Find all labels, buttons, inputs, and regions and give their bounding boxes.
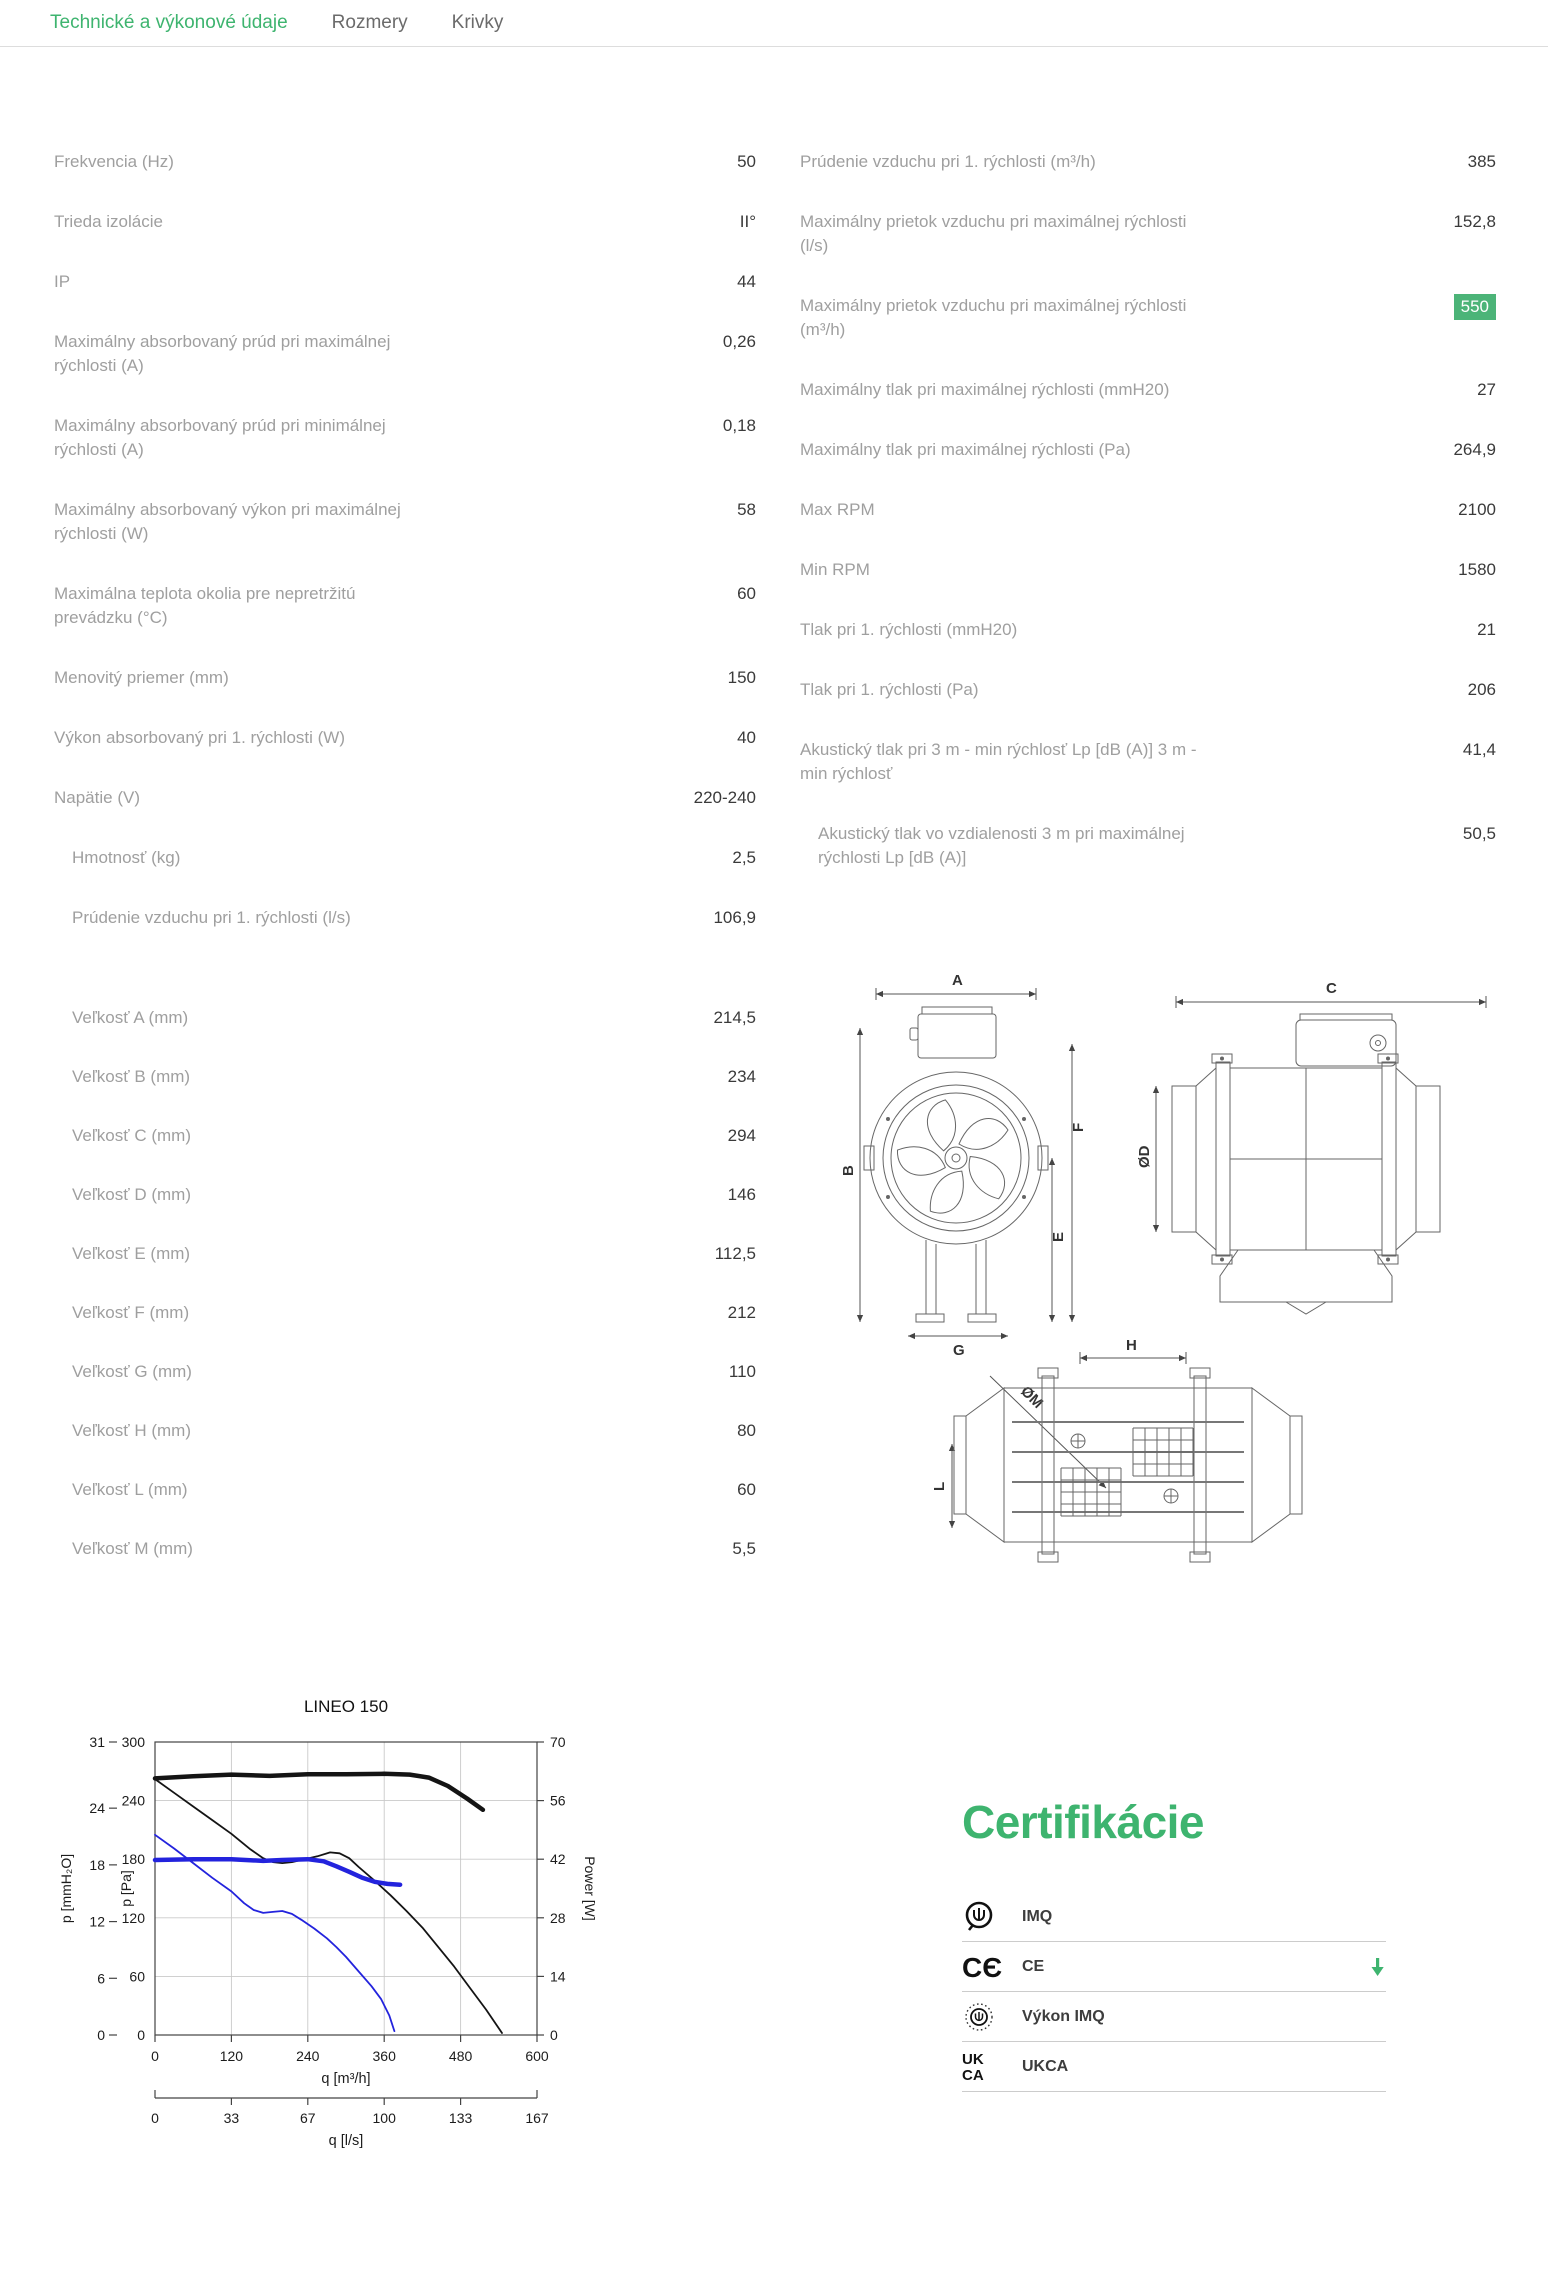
spec-row — [800, 558, 1496, 582]
spec-label: Frekvencia (Hz) — [54, 152, 174, 171]
certifications-title: Certifikácie — [962, 1796, 1205, 1848]
x2-axis-label: q [l/s] — [328, 2133, 364, 2149]
imq-logo-icon — [962, 1900, 1022, 1934]
imq-performance-icon — [962, 2000, 996, 2034]
spec-label: Max RPM — [800, 500, 875, 519]
y-axis-label-mmh2o: p [mmH₂O] — [58, 1853, 74, 1924]
dim-label-c: C — [1326, 980, 1337, 997]
spec-row — [800, 678, 1496, 702]
certifications-list — [962, 1892, 1386, 2092]
spec-value: 0,26 — [722, 332, 756, 351]
certification-row-imq[interactable] — [962, 1892, 1386, 1942]
spec-value: 60 — [737, 584, 756, 603]
spec-row — [54, 726, 756, 750]
spec-value: 60 — [737, 1480, 756, 1499]
dimension-row — [54, 1124, 756, 1148]
tab-technical-data[interactable]: Technické a výkonové údaje — [50, 12, 288, 33]
spec-label: Veľkosť L (mm) — [72, 1480, 188, 1499]
spec-label: Veľkosť C (mm) — [72, 1126, 192, 1145]
spec-value: 2,5 — [732, 848, 756, 867]
svg-text:167: 167 — [525, 2110, 549, 2126]
imq-performance-icon — [962, 2000, 1022, 2034]
spec-row — [54, 786, 756, 810]
dim-label-g: G — [953, 1342, 965, 1359]
tab-bar — [0, 0, 1548, 47]
spec-value: 44 — [737, 272, 756, 291]
svg-text:12: 12 — [89, 1913, 105, 1930]
series-pressure-max-speed — [155, 1779, 502, 2033]
dimension-row — [54, 1478, 756, 1502]
dim-label-d: ØD — [1136, 1145, 1153, 1168]
svg-text:600: 600 — [525, 2048, 549, 2064]
certifications-section — [962, 1796, 1386, 2092]
svg-text:0: 0 — [137, 2027, 145, 2043]
dimension-row — [54, 1065, 756, 1089]
certification-name: CE — [1022, 1957, 1045, 1975]
svg-text:6: 6 — [97, 1970, 105, 1987]
spec-row — [800, 210, 1496, 258]
svg-text:18: 18 — [89, 1856, 105, 1873]
y-axis-label-power: Power [W] — [582, 1856, 598, 1921]
technical-drawing-front-side — [838, 970, 1518, 1362]
fan-top-view — [931, 1337, 1302, 1562]
technical-drawing-top-view — [928, 1336, 1328, 1594]
spec-label: Prúdenie vzduchu pri 1. rýchlosti (m³/h) — [800, 152, 1096, 171]
dim-label-b: B — [840, 1165, 857, 1176]
highlighted-spec-value: 550 — [1454, 294, 1496, 320]
spec-value: 206 — [1467, 680, 1496, 699]
imq-logo-icon — [962, 1900, 996, 1934]
spec-label: Maximálna teplota okolia pre nepretržitú prevádzku (°C) — [54, 584, 356, 627]
spec-label: Tlak pri 1. rýchlosti (mmH20) — [800, 620, 1018, 639]
spec-value: 2100 — [1458, 500, 1496, 519]
spec-value: 234 — [727, 1067, 756, 1086]
spec-value: 294 — [727, 1126, 756, 1145]
tab-dimensions[interactable]: Rozmery — [331, 12, 408, 33]
certification-row-výkon-imq[interactable] — [962, 1992, 1386, 2042]
spec-row — [54, 270, 756, 294]
spec-row — [54, 210, 756, 234]
spec-row — [800, 438, 1496, 462]
dim-label-e: E — [1050, 1231, 1067, 1242]
svg-text:100: 100 — [372, 2110, 396, 2126]
dimension-row — [54, 1360, 756, 1384]
spec-value: 5,5 — [732, 1539, 756, 1558]
svg-text:67: 67 — [300, 2110, 316, 2126]
spec-row — [54, 150, 756, 174]
svg-text:120: 120 — [121, 1909, 145, 1926]
spec-label: Maximálny absorbovaný prúd pri maximálnej rýchlosti (A) — [54, 332, 391, 375]
spec-value: 21 — [1477, 620, 1496, 639]
spec-value: 264,9 — [1453, 440, 1496, 459]
spec-value: 50 — [737, 152, 756, 171]
certification-row-ukca[interactable] — [962, 2042, 1386, 2092]
spec-label: Menovitý priemer (mm) — [54, 668, 229, 687]
ukca-mark-icon — [962, 2051, 1022, 2083]
spec-value: 220-240 — [693, 788, 756, 807]
certification-row-ce[interactable] — [962, 1942, 1386, 1992]
spec-value: 146 — [727, 1185, 756, 1204]
dimension-list — [54, 1006, 756, 1596]
dimension-row — [54, 1006, 756, 1030]
spec-row — [800, 294, 1496, 342]
spec-value: 50,5 — [1462, 824, 1496, 843]
svg-text:0: 0 — [151, 2048, 159, 2064]
spec-label: Akustický tlak vo vzdialenosti 3 m pri maximálnej rýchlosti Lp [dB (A)] — [818, 824, 1185, 867]
spec-row — [800, 738, 1496, 786]
spec-label: Maximálny absorbovaný výkon pri maximálnej rýchlosti (W) — [54, 500, 401, 543]
svg-text:UK: UK — [962, 2050, 984, 2068]
spec-label: Min RPM — [800, 560, 870, 579]
spec-value: 41,4 — [1462, 740, 1496, 759]
vent-grid-lower — [1061, 1468, 1121, 1516]
spec-row — [800, 150, 1496, 174]
spec-label: Napätie (V) — [54, 788, 140, 807]
spec-label: Maximálny tlak pri maximálnej rýchlosti (mmH20) — [800, 380, 1170, 399]
tab-curves[interactable]: Krivky — [451, 12, 504, 33]
svg-text:480: 480 — [448, 2048, 473, 2064]
spec-label: IP — [54, 272, 71, 291]
svg-text:240: 240 — [296, 2048, 320, 2064]
spec-row — [800, 378, 1496, 402]
spec-label: Veľkosť G (mm) — [72, 1362, 192, 1381]
spec-value: 150 — [727, 668, 756, 687]
svg-text:133: 133 — [448, 2110, 473, 2126]
dimension-row — [54, 1183, 756, 1207]
dim-label-l: L — [931, 1481, 948, 1491]
vent-grid-upper — [1133, 1428, 1193, 1476]
svg-text:300: 300 — [121, 1734, 145, 1750]
spec-value: 385 — [1467, 152, 1496, 171]
spec-label: Veľkosť E (mm) — [72, 1244, 191, 1263]
ce-mark-icon — [962, 1952, 1008, 1982]
spec-label: Maximálny prietok vzduchu pri maximálnej rýchlosti (m³/h) — [800, 296, 1187, 339]
fan-front-view — [840, 972, 1087, 1359]
svg-text:0: 0 — [97, 2027, 105, 2043]
performance-curves-chart — [55, 1690, 785, 2160]
svg-text:42: 42 — [550, 1851, 566, 1868]
spec-row — [54, 666, 756, 690]
spec-column-right — [800, 150, 1496, 906]
spec-value: 110 — [728, 1362, 756, 1381]
spec-value: II° — [739, 212, 756, 231]
spec-column-left — [54, 150, 756, 966]
spec-row — [54, 330, 756, 378]
spec-row — [54, 846, 756, 870]
svg-text:60: 60 — [129, 1968, 145, 1985]
spec-label: Maximálny absorbovaný prúd pri minimálnej rýchlosti (A) — [54, 416, 386, 459]
chart-title: LINEO 150 — [303, 1697, 389, 1716]
spec-label: Trieda izolácie — [54, 212, 163, 231]
svg-text:CA: CA — [962, 2066, 984, 2083]
svg-text:CЄ: CЄ — [962, 1951, 1003, 1982]
dimension-row — [54, 1419, 756, 1443]
spec-row — [800, 498, 1496, 522]
certification-name: Výkon IMQ — [1022, 2007, 1105, 2025]
dimension-row — [54, 1301, 756, 1325]
spec-value: 58 — [737, 500, 756, 519]
spec-label: Veľkosť A (mm) — [72, 1008, 189, 1027]
series-pressure-1st-speed — [155, 1835, 394, 2031]
spec-label: Veľkosť H (mm) — [72, 1421, 192, 1440]
y-axis-label-pa: p [Pa] — [118, 1870, 134, 1907]
fan-side-view — [1136, 980, 1486, 1314]
dimension-row — [54, 1537, 756, 1561]
spec-label: Veľkosť F (mm) — [72, 1303, 190, 1322]
dim-label-a: A — [952, 972, 963, 989]
spec-row — [800, 822, 1496, 870]
spec-label: Maximálny tlak pri maximálnej rýchlosti (Pa) — [800, 440, 1131, 459]
spec-value: 1580 — [1458, 560, 1496, 579]
spec-label: Tlak pri 1. rýchlosti (Pa) — [800, 680, 979, 699]
dimension-row — [54, 1242, 756, 1266]
spec-label: Výkon absorbovaný pri 1. rýchlosti (W) — [54, 728, 345, 747]
spec-row — [54, 582, 756, 630]
spec-label: Maximálny prietok vzduchu pri maximálnej rýchlosti (l/s) — [800, 212, 1187, 255]
spec-label: Prúdenie vzduchu pri 1. rýchlosti (l/s) — [72, 908, 351, 927]
spec-label: Veľkosť M (mm) — [72, 1539, 193, 1558]
certification-name: IMQ — [1022, 1907, 1053, 1925]
spec-label: Veľkosť D (mm) — [72, 1185, 192, 1204]
spec-value: 0,18 — [722, 416, 756, 435]
svg-text:28: 28 — [550, 1909, 566, 1926]
x-axis-label: q [m³/h] — [321, 2071, 371, 2087]
spec-value: 214,5 — [713, 1008, 756, 1027]
svg-text:56: 56 — [550, 1792, 566, 1809]
svg-text:0: 0 — [550, 2027, 558, 2043]
ukca-mark-icon — [962, 2051, 996, 2083]
spec-value: 152,8 — [1453, 212, 1496, 231]
spec-value: 27 — [1477, 380, 1496, 399]
spec-label: Hmotnosť (kg) — [72, 848, 181, 867]
download-icon[interactable] — [1369, 1957, 1386, 1977]
svg-text:31: 31 — [89, 1734, 105, 1750]
series-power-max-speed — [155, 1774, 483, 1810]
dim-label-f: F — [1070, 1122, 1087, 1132]
svg-text:70: 70 — [550, 1734, 566, 1750]
svg-text:180: 180 — [121, 1851, 145, 1868]
spec-row — [54, 906, 756, 930]
spec-value: 112,5 — [714, 1244, 756, 1263]
spec-label: Akustický tlak pri 3 m - min rýchlosť Lp [dB (A)] 3 m - min rýchlosť — [800, 740, 1197, 783]
spec-value: 106,9 — [713, 908, 756, 927]
certification-name: UKCA — [1022, 2057, 1069, 2075]
spec-label: Veľkosť B (mm) — [72, 1067, 191, 1086]
spec-row — [54, 498, 756, 546]
svg-text:33: 33 — [223, 2110, 240, 2126]
spec-value: 80 — [737, 1421, 756, 1440]
ce-mark-icon — [962, 1952, 1022, 1982]
dim-label-h: H — [1126, 1337, 1137, 1354]
spec-value: 40 — [737, 728, 756, 747]
spec-row — [54, 414, 756, 462]
spec-value: 212 — [727, 1303, 756, 1322]
svg-text:120: 120 — [219, 2048, 244, 2064]
svg-text:360: 360 — [372, 2048, 396, 2064]
dim-label-m: ØM — [1017, 1382, 1047, 1412]
svg-text:240: 240 — [121, 1792, 145, 1809]
svg-text:0: 0 — [151, 2110, 159, 2126]
spec-row — [800, 618, 1496, 642]
svg-text:14: 14 — [550, 1968, 566, 1985]
svg-text:24: 24 — [89, 1800, 105, 1817]
